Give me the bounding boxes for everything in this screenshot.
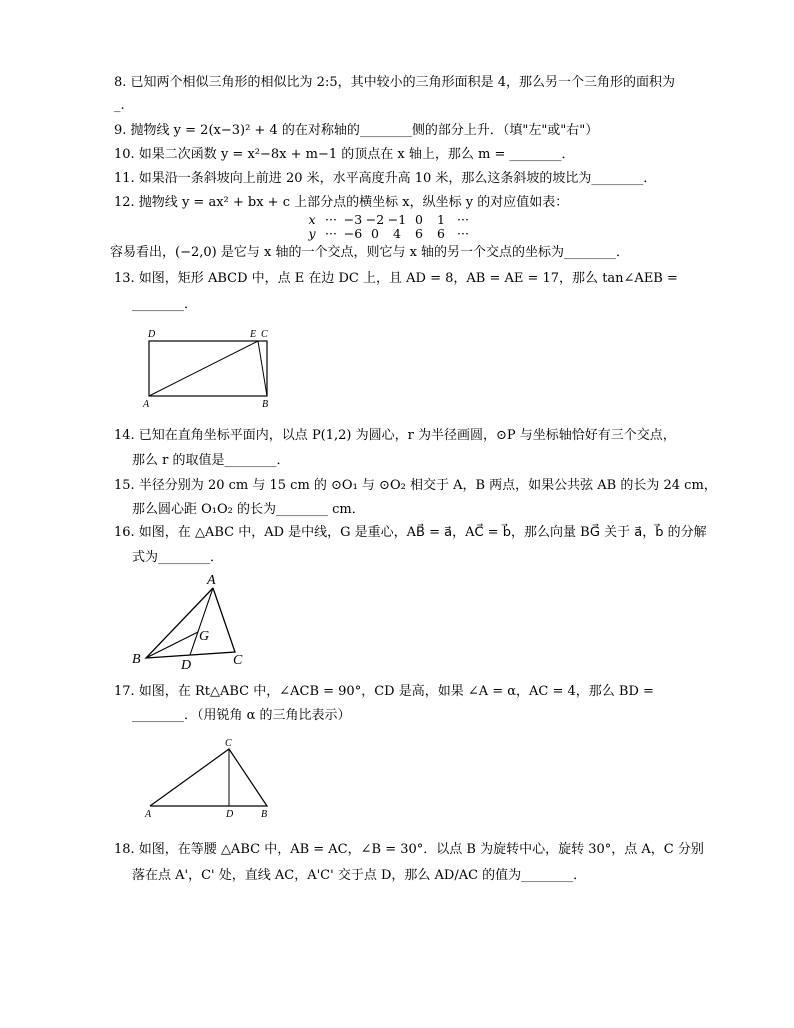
label-c: C <box>225 738 232 749</box>
q17-right-triangle-figure <box>140 736 280 822</box>
q16-triangle-figure <box>128 572 258 672</box>
q13-rectangle-figure <box>140 326 280 412</box>
label-a: A <box>207 573 216 588</box>
triangle-acb <box>150 749 267 806</box>
label-e: E <box>250 329 257 340</box>
q16-line2: 式为________． <box>132 550 224 565</box>
rectangle-abcd <box>149 341 267 396</box>
q14-line1: 14. 已知在直角坐标平面内，以点 P(1,2) 为圆心，r 为半径画圆，⊙P 与坐标轴恰好有三个交点， <box>114 428 676 443</box>
table-cell: −1 <box>387 212 407 227</box>
table-cell: ··· <box>325 226 337 241</box>
label-d: D <box>181 658 192 672</box>
label-a: A <box>145 809 152 820</box>
q8-line2: _. <box>114 98 125 113</box>
q18-line2: 落在点 A'，C' 处，直线 AC，A'C' 交于点 D，那么 AD/AC 的值为________． <box>132 868 587 883</box>
label-b: B <box>262 399 269 410</box>
segment-ae <box>149 341 258 396</box>
table-cell: y <box>308 226 316 241</box>
q12-table-x-row <box>304 212 474 227</box>
q18-line1: 18. 如图，在等腰 △ABC 中，AB = AC，∠B = 30°．以点 B 为旋转中心，旋转 30°，点 A，C 分别 <box>114 842 704 857</box>
q16-line1: 16. 如图，在 △ABC 中，AD 是中线，G 是重心，AB⃗ = a⃗，AC⃗ = b⃗，那么向量 BG⃗ 关于 a⃗，b⃗ 的分解 <box>114 525 707 540</box>
segment-eb <box>258 341 267 396</box>
q15-line1: 15. 半径分别为 20 cm 与 15 cm 的 ⊙O₁ 与 ⊙O₂ 相交于 A，B 两点，如果公共弦 AB 的长为 24 cm， <box>114 478 717 493</box>
q15-line2: 那么圆心距 O₁O₂ 的长为________ cm． <box>132 502 365 517</box>
q11: 11. 如果沿一条斜坡向上前进 20 米，水平高度升高 10 米，那么这条斜坡的坡比为________． <box>114 171 657 186</box>
table-cell: −3 <box>343 212 363 227</box>
table-cell: ··· <box>457 226 469 241</box>
q14-line2: 那么 r 的取值是________． <box>132 453 290 468</box>
label-a: A <box>143 399 150 410</box>
q12-tail: 容易看出，(−2,0) 是它与 x 轴的一个交点，则它与 x 轴的另一个交点的坐标为________． <box>110 245 630 260</box>
table-cell: 4 <box>393 226 401 241</box>
table-cell: ··· <box>325 212 337 227</box>
table-cell: ··· <box>457 212 469 227</box>
q8-line1: 8. 已知两个相似三角形的相似比为 2:5，其中较小的三角形面积是 4，那么另一个三角形的面积为 <box>114 75 675 90</box>
median-ad <box>190 588 213 655</box>
label-c: C <box>261 329 268 340</box>
q10: 10. 如果二次函数 y = x²−8x + m−1 的顶点在 x 轴上，那么 m = ________． <box>114 147 575 162</box>
q17-line2: ________．（用锐角 α 的三角比表示） <box>132 708 351 723</box>
table-cell: 0 <box>415 212 423 227</box>
table-cell: 0 <box>371 226 379 241</box>
table-cell: x <box>308 212 316 227</box>
triangle-abc <box>146 588 235 658</box>
label-g: G <box>199 629 210 644</box>
table-cell: 1 <box>437 212 445 227</box>
table-cell: −6 <box>343 226 363 241</box>
label-b: B <box>132 652 141 667</box>
label-d: D <box>226 809 234 820</box>
q13-line2: ________． <box>132 297 198 312</box>
label-d: D <box>148 329 156 340</box>
label-b: B <box>261 809 268 820</box>
table-cell: −2 <box>365 212 385 227</box>
q12-table-y-row <box>304 226 474 241</box>
table-cell: 6 <box>437 226 445 241</box>
table-cell: 6 <box>415 226 423 241</box>
q13-line1: 13. 如图，矩形 ABCD 中，点 E 在边 DC 上，且 AD = 8，AB = AE = 17，那么 tan∠AEB = <box>114 271 678 286</box>
q9: 9. 抛物线 y = 2(x−3)² + 4 的在对称轴的________侧的部分上升．（填"左"或"右"） <box>114 123 599 138</box>
q17-line1: 17. 如图，在 Rt△ABC 中，∠ACB = 90°，CD 是高，如果 ∠A = α，AC = 4，那么 BD = <box>114 684 654 699</box>
q12: 12. 抛物线 y = ax² + bx + c 上部分点的横坐标 x，纵坐标 y 的对应值如表： <box>114 195 569 210</box>
label-c: C <box>233 653 243 668</box>
